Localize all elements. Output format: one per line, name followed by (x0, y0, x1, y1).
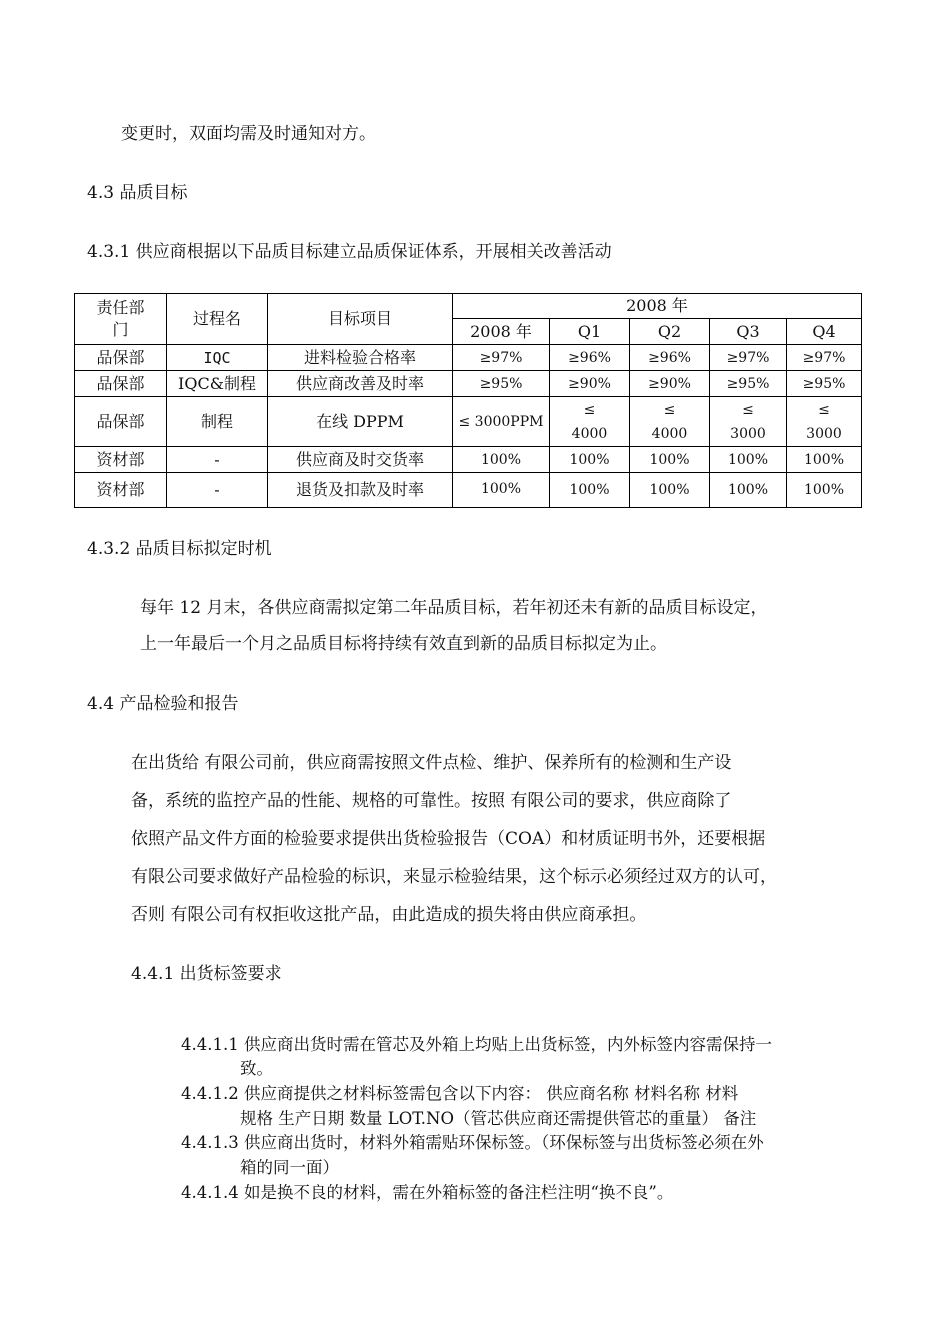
subitem-4-4-1-3: 4.4.1.3 供应商出货时，材料外箱需贴环保标签。（环保标签与出货标签必须在外 (181, 1132, 764, 1152)
cell-process: - (167, 447, 268, 473)
cell-process: IQC (167, 345, 268, 371)
subitem-4-4-1-2: 4.4.1.2 供应商提供之材料标签需包含以下内容： 供应商名称 材料名称 材料 (181, 1083, 739, 1103)
cell-dept: 资材部 (75, 473, 167, 508)
header-col-q3: Q3 (710, 319, 787, 345)
table-row (75, 473, 862, 508)
cell-value: 100% (453, 447, 550, 473)
cell-value: ≥95% (453, 371, 550, 397)
cell-value: ≥90% (550, 371, 630, 397)
cell-value: ≥97% (710, 345, 787, 371)
cell-dept: 品保部 (75, 371, 167, 397)
table-row (75, 371, 862, 397)
cell-process: IQC&制程 (167, 371, 268, 397)
cell-value: ≥90% (630, 371, 710, 397)
cell-value: ≥95% (710, 371, 787, 397)
cell-value: ≤ 3000PPM (453, 397, 550, 447)
cell-value: ≤ 4000 (630, 397, 710, 447)
header-col-q2: Q2 (630, 319, 710, 345)
header-year-group: 2008 年 (453, 294, 862, 319)
paragraph-4-4-line1: 在出货给 有限公司前，供应商需按照文件点检、维护、保养所有的检测和生产设 (131, 753, 732, 773)
cell-value: ≤ 3000 (710, 397, 787, 447)
paragraph-4-4-line5: 否则 有限公司有权拒收这批产品，由此造成的损失将由供应商承担。 (131, 905, 647, 925)
cell-value: 100% (453, 473, 550, 508)
heading-4-4-1: 4.4.1 出货标签要求 (131, 964, 282, 984)
cell-item: 供应商及时交货率 (268, 447, 453, 473)
cell-value: ≥97% (787, 345, 862, 371)
cell-value: 100% (630, 447, 710, 473)
header-col-q1: Q1 (550, 319, 630, 345)
cell-value: 100% (787, 447, 862, 473)
heading-4-3-2: 4.3.2 品质目标拟定时机 (87, 539, 272, 559)
cell-value: ≥97% (453, 345, 550, 371)
cell-value: 100% (550, 473, 630, 508)
table-row (75, 345, 862, 371)
paragraph-4-4-line4: 有限公司要求做好产品检验的标识，来显示检验结果，这个标示必须经过双方的认可， (131, 867, 777, 887)
cell-item: 进料检验合格率 (268, 345, 453, 371)
heading-4-3: 4.3 品质目标 (87, 183, 188, 203)
table-row (75, 397, 862, 447)
cell-item: 供应商改善及时率 (268, 371, 453, 397)
paragraph-change-notice: 变更时，双面均需及时通知对方。 (121, 124, 376, 144)
quality-goals-table (74, 293, 862, 508)
cell-value: ≥96% (550, 345, 630, 371)
paragraph-4-3-2-line1: 每年 12 月末，各供应商需拟定第二年品质目标，若年初还未有新的品质目标设定， (140, 598, 768, 618)
paragraph-4-3-2-line2: 上一年最后一个月之品质目标将持续有效直到新的品质目标拟定为止。 (140, 634, 667, 654)
cell-process: 制程 (167, 397, 268, 447)
cell-value: 100% (550, 447, 630, 473)
cell-dept: 资材部 (75, 447, 167, 473)
header-col-year: 2008 年 (453, 319, 550, 345)
subitem-4-4-1-4: 4.4.1.4 如是换不良的材料，需在外箱标签的备注栏注明“换不良”。 (181, 1182, 674, 1202)
header-item: 目标项目 (268, 294, 453, 345)
cell-value: 100% (710, 447, 787, 473)
subitem-4-4-1-3-cont: 箱的同一面） (240, 1157, 339, 1177)
paragraph-4-4-line2: 备，系统的监控产品的性能、规格的可靠性。按照 有限公司的要求，供应商除了 (131, 791, 732, 811)
cell-dept: 品保部 (75, 397, 167, 447)
cell-value: 100% (787, 473, 862, 508)
header-process: 过程名 (167, 294, 268, 345)
cell-value: ≤ 3000 (787, 397, 862, 447)
cell-process: - (167, 473, 268, 508)
cell-value: 100% (710, 473, 787, 508)
cell-item: 在线 DPPM (268, 397, 453, 447)
cell-item: 退货及扣款及时率 (268, 473, 453, 508)
cell-value: ≥95% (787, 371, 862, 397)
cell-value: ≤ 4000 (550, 397, 630, 447)
heading-4-4: 4.4 产品检验和报告 (87, 694, 239, 714)
header-dept: 责任部门 (75, 294, 167, 345)
table-row (75, 447, 862, 473)
heading-4-3-1: 4.3.1 供应商根据以下品质目标建立品质保证体系，开展相关改善活动 (87, 242, 612, 262)
subitem-4-4-1-2-cont: 规格 生产日期 数量 LOT.NO（管芯供应商还需提供管芯的重量） 备注 (240, 1108, 757, 1128)
cell-dept: 品保部 (75, 345, 167, 371)
cell-value: 100% (630, 473, 710, 508)
header-col-q4: Q4 (787, 319, 862, 345)
subitem-4-4-1-1-cont: 致。 (240, 1058, 273, 1078)
cell-value: ≥96% (630, 345, 710, 371)
paragraph-4-4-line3: 依照产品文件方面的检验要求提供出货检验报告（COA）和材质证明书外，还要根据 (131, 829, 766, 849)
subitem-4-4-1-1: 4.4.1.1 供应商出货时需在管芯及外箱上均贴上出货标签，内外标签内容需保持一 (181, 1034, 772, 1054)
